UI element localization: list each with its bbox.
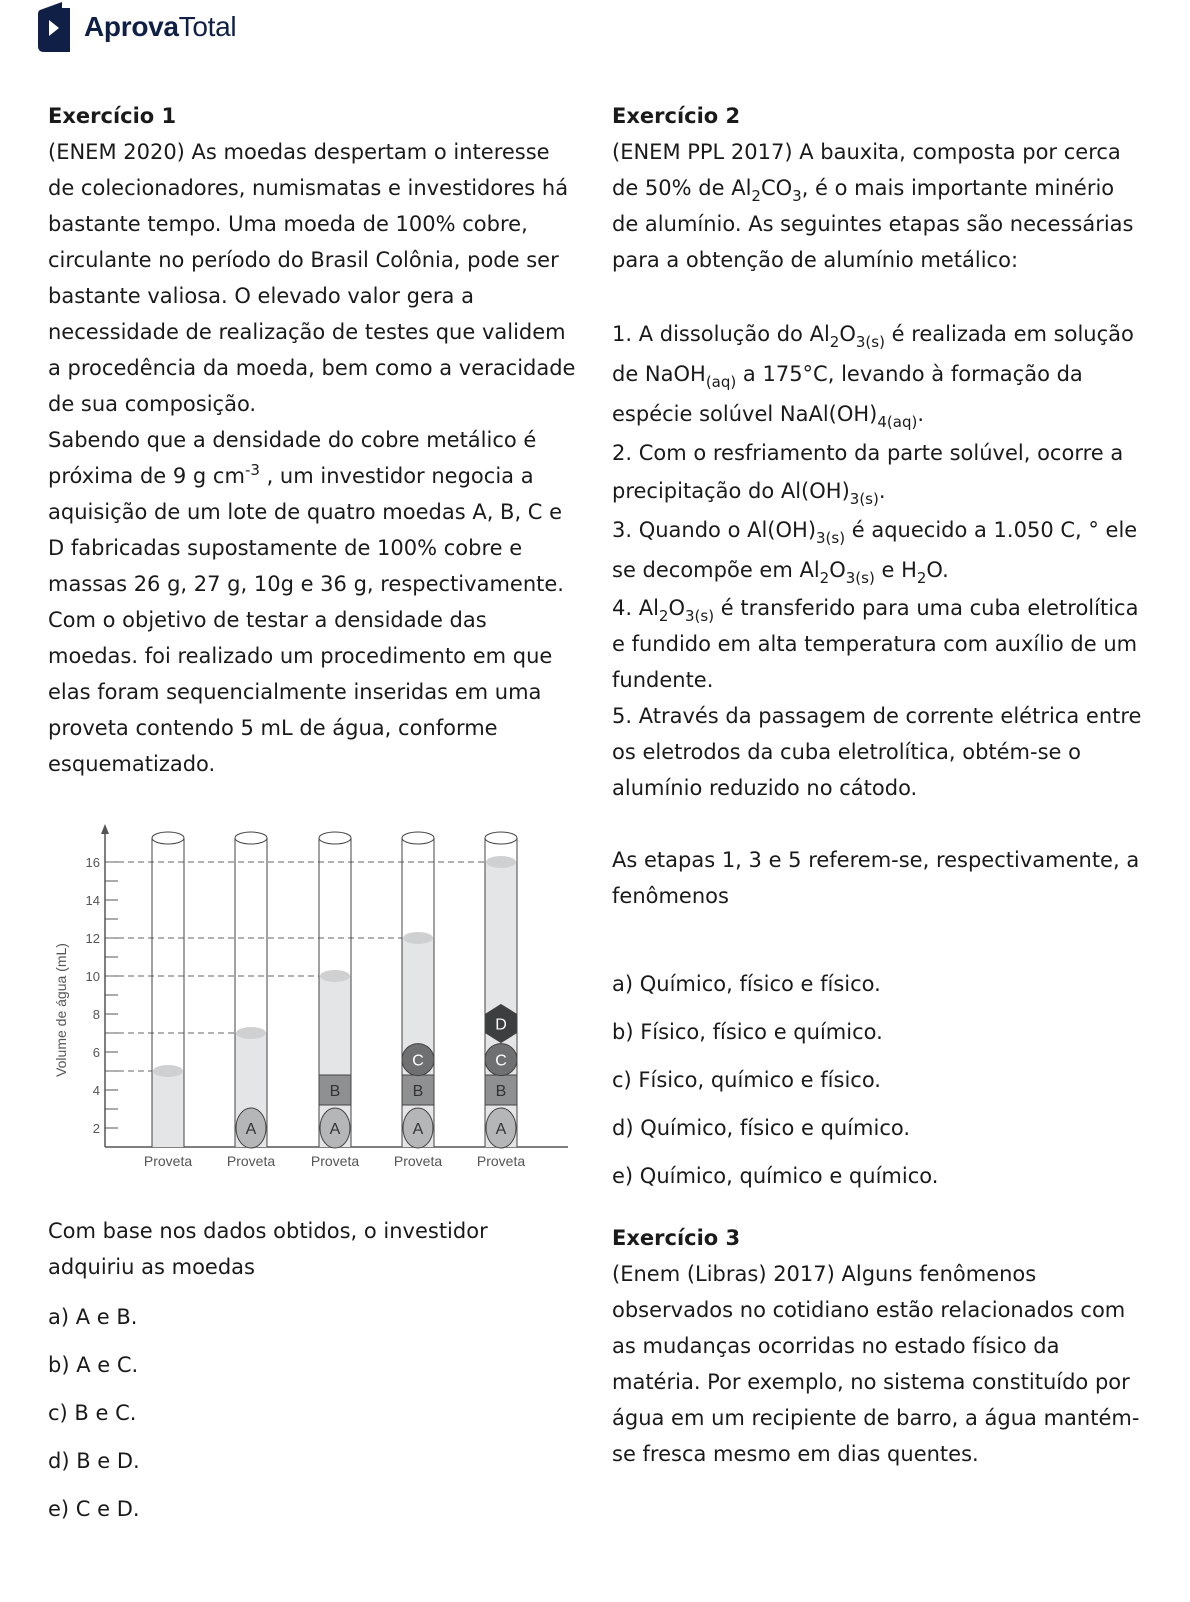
aprova-total-logo (36, 2, 236, 52)
svg-text:2: 2 (92, 1121, 100, 1136)
proveta-diagram (48, 820, 578, 1200)
svg-text:8: 8 (92, 1007, 100, 1022)
proveta-tube (311, 832, 359, 1169)
svg-text:C: C (495, 1052, 507, 1070)
exercise-2-question: As etapas 1, 3 e 5 referem-se, respectivamente, a fenômenos (612, 848, 1140, 908)
exercise-1 (48, 98, 578, 782)
exercise-2 (612, 98, 1147, 1472)
answer-option[interactable]: c) Físico, químico e físico. (612, 1068, 881, 1092)
svg-text:B: B (329, 1083, 341, 1100)
exercise-1-title: Exercício 1 (48, 104, 177, 128)
book-play-icon (36, 2, 72, 52)
svg-text:12: 12 (85, 931, 100, 946)
proveta-tube (394, 832, 442, 1169)
svg-text:Proveta: Proveta (476, 1153, 526, 1169)
answer-option[interactable]: e) Químico, químico e químico. (612, 1164, 939, 1188)
svg-text:Proveta: Proveta (143, 1153, 193, 1169)
svg-text:A: A (495, 1121, 507, 1138)
answer-option[interactable]: d) Químico, físico e químico. (612, 1116, 911, 1140)
exercise-1-question-block (48, 1213, 578, 1539)
step-3: 3. Quando o $Al(OH)_{3(s)}$ é aquecido a 1.050 C, ° ele se decompõe em $Al_2O_{3(s)}$ e $H_2O$. (612, 518, 1138, 587)
svg-text:10: 10 (85, 969, 100, 984)
step-5: 5. Através da passagem de corrente elétrica entre os eletrodos da cuba eletrolítica, obtém-se o alumínio reduzido no cátodo. (612, 704, 1142, 800)
svg-text:14: 14 (85, 893, 100, 908)
exercise-1-paragraph-2: Sabendo que a densidade do cobre metálico é próxima de 9 g $cm^{-3}$ , um investidor negocia a aquisição de um lote de quatro moedas A, B, C e D fabricadas supostamente de 100% cobre e massas 26 g, 27 g, 10g e 36 g, respectivamente. Com o objetivo de testar a densidade das moedas. foi realizado um procedimento em que elas foram sequencialmente inseridas em uma proveta contendo 5 mL de água, conforme esquematizado. (48, 428, 564, 776)
proveta-tube (144, 832, 192, 1169)
proveta-tube (227, 832, 275, 1169)
svg-text:B: B (412, 1083, 424, 1100)
answer-option[interactable]: e) C e D. (48, 1497, 140, 1521)
svg-text:16: 16 (85, 855, 100, 870)
svg-text:Proveta: Proveta (310, 1153, 360, 1169)
svg-text:A: A (329, 1121, 341, 1138)
exercise-2-title: Exercício 2 (612, 104, 741, 128)
proveta-tube (477, 832, 525, 1169)
svg-text:4: 4 (92, 1083, 100, 1098)
answer-option[interactable]: c) B e C. (48, 1401, 137, 1425)
answer-option[interactable]: a) Químico, físico e físico. (612, 972, 881, 996)
answer-option[interactable]: d) B e D. (48, 1449, 140, 1473)
answer-option[interactable]: a) A e B. (48, 1305, 138, 1329)
brand-name: AprovaTotal (84, 11, 237, 42)
svg-text:6: 6 (92, 1045, 100, 1060)
exercise-1-paragraph-1: (ENEM 2020) As moedas despertam o interesse de colecionadores, numismatas e investidores há bastante tempo. Uma moeda de 100% cobre, circulante no período do Brasil Colônia, pode ser bastante valiosa. O elevado valor gera a necessidade de realização de testes que validem a procedência da moeda, bem como a veracidade de sua composição. (48, 140, 576, 416)
step-1: 1. A dissolução do $Al_2O_{3(s)}$ é realizada em solução de NaOH$_{(aq)}$ a 175°C, levando à formação da espécie solúvel $NaAl(OH)_{4(aq)}$. (612, 322, 1134, 431)
step-2: 2. Com o resfriamento da parte solúvel, ocorre a precipitação do $Al(OH)_{3(s)}$. (612, 441, 1124, 508)
svg-text:C: C (412, 1052, 424, 1070)
step-4: 4. $Al_2O_{3(s)}$ é transferido para uma cuba eletrolítica e fundido em alta temperatura com auxílio de um fundente. (612, 596, 1139, 692)
exercise-3-text: (Enem (Libras) 2017) Alguns fenômenos observados no cotidiano estão relacionados com as mudanças ocorridas no estado físico da matéria. Por exemplo, no sistema constituído por água em um recipiente de barro, a água mantém-se fresca mesmo em dias quentes. (612, 1262, 1140, 1466)
exercise-1-question: Com base nos dados obtidos, o investidor adquiriu as moedas (48, 1219, 488, 1279)
y-axis-label: Volume de água (mL) (53, 943, 69, 1077)
svg-text:A: A (245, 1121, 257, 1138)
exercise-2-intro: (ENEM PPL 2017) A bauxita, composta por cerca de 50% de $Al_2CO_3$, é o mais importante minério de alumínio. As seguintes etapas são necessárias para a obtenção de alumínio metálico: (612, 140, 1134, 272)
svg-text:Proveta: Proveta (393, 1153, 443, 1169)
answer-option[interactable]: b) Físico, físico e químico. (612, 1020, 883, 1044)
svg-text:Proveta: Proveta (226, 1153, 276, 1169)
exercise-3-title: Exercício 3 (612, 1226, 741, 1250)
answer-option[interactable]: b) A e C. (48, 1353, 139, 1377)
svg-text:A: A (412, 1121, 424, 1138)
svg-text:D: D (495, 1016, 507, 1034)
svg-text:B: B (495, 1083, 507, 1100)
